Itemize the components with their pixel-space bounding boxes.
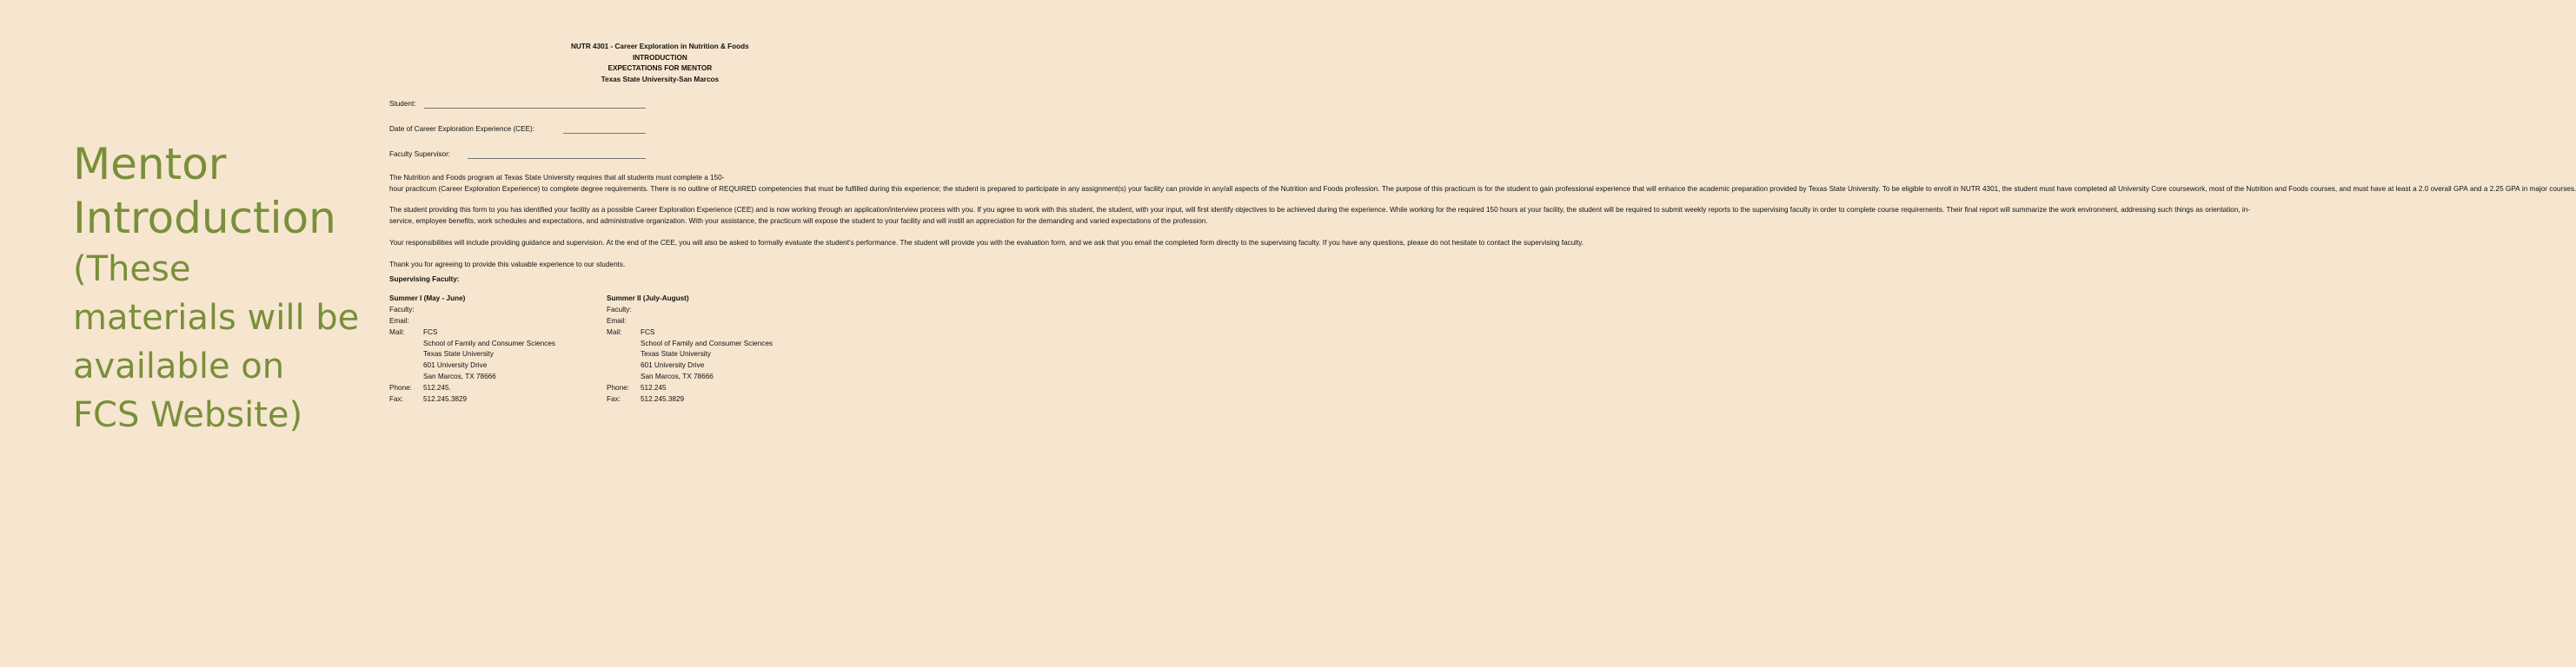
summer-1-phone: [389, 383, 607, 394]
summer-2-email: Email:: [607, 316, 627, 325]
summer-1-mail-line: School of Family and Consumer Sciences: [423, 339, 555, 347]
student-line: [424, 99, 646, 109]
contact-column-summer-1: [389, 294, 607, 405]
header-course: NUTR 4301 - Career Exploration in Nutrition & Foods: [571, 43, 751, 50]
contact-columns: [389, 294, 859, 405]
summer-2-mail-line: San Marcos, TX 78666: [641, 372, 714, 380]
summer-2-fax: [607, 394, 824, 406]
contact-column-summer-2: [607, 294, 824, 405]
title-note: (These materials will be available on FCS Website): [73, 249, 360, 435]
summer-2-faculty: Faculty:: [607, 306, 632, 314]
date-line: [563, 124, 646, 134]
summer-2-mail-label: Mail:: [607, 327, 622, 336]
header-introduction: INTRODUCTION: [632, 53, 690, 62]
faculty-supervisor-line: [468, 149, 646, 159]
summer-1-fax-value: 512.245.3829: [423, 394, 468, 403]
document-header: [389, 42, 859, 85]
summer-2-mail-line: Texas State University: [641, 350, 711, 359]
date-label: Date of Career Exploration Experience (CEE):: [389, 125, 535, 134]
slide-title: [73, 137, 360, 439]
paragraph-student: The student providing this form to you has identified your facility as a possible Career Exploration Experience (CEE) and is now working through an application/interview process with you. If you agree to work with this student, the student, with your input, will first identify objectives to be achieved during the experience. While working for the required 150 hours at your facility, the student will be required to submit weekly reports to the supervising faculty in order to complete course requirements. Their final report will summarize the work environment, addressing such things as orientation, in-service, employee benefits, work schedules and expectations, and administrative organization. With your assistance, the practicum will expose the student to your facility and will instill an appreciation for the demanding and varied expectations of the profession.: [389, 206, 2251, 226]
student-field: [389, 99, 859, 110]
summer-2-mail: [607, 327, 824, 339]
summer-2-phone-label: Phone:: [607, 383, 629, 392]
summer-2-phone: [607, 383, 824, 394]
summer-1-mail-line: San Marcos, TX 78666: [423, 372, 496, 380]
summer-2-mail-line: School of Family and Consumer Sciences: [641, 339, 773, 347]
header-expectations: EXPECTATIONS FOR MENTOR: [607, 64, 714, 73]
summer-1-mail-line: Texas State University: [423, 350, 494, 359]
summer-1-heading: Summer I (May - June): [389, 294, 466, 303]
summer-1-mail-label: Mail:: [389, 327, 405, 336]
summer-1-phone-value: 512.245.: [423, 383, 451, 392]
summer-1-faculty: Faculty:: [389, 306, 415, 314]
summer-2-mail-line: FCS: [641, 327, 655, 336]
title-line-mentor: Mentor: [73, 139, 227, 189]
faculty-supervisor-field: [389, 149, 859, 161]
summer-2-phone-value: 512.245: [641, 383, 667, 392]
summer-2-fax-value: 512.245.3829: [641, 394, 685, 403]
summer-1-phone-label: Phone:: [389, 383, 412, 392]
header-university: Texas State University-San Marcos: [601, 75, 721, 83]
date-field: [389, 124, 859, 135]
summer-2-fax-label: Fax:: [607, 394, 621, 403]
summer-1-fax: [389, 394, 607, 406]
summer-1-email: Email:: [389, 316, 409, 325]
summer-1-fax-label: Fax:: [389, 394, 403, 403]
paragraph-program: The Nutrition and Foods program at Texas State University requires that all students must complete a 150-hour practicum (Career Exploration Experience) to complete degree requirements. There is no outline of REQUIRED competencies that must be fulfilled during this experience; the student is prepared to participate in any assignment(s) your facility can provide in any/all aspects of the Nutrition and Foods profession. The purpose of this practicum is for the student to gain professional experience that will enhance the academic preparation provided by Texas State University. To be eligible to enroll in NUTR 4301, the student must have completed all University Core coursework, most of the Nutrition and Foods courses, and must have at least a 2.0 overall GPA and a 2.25 GPA in major courses.: [389, 173, 2576, 193]
student-label: Student:: [389, 100, 416, 109]
summer-2-mail-line: 601 University Drive: [641, 361, 705, 370]
title-line-introduction: Introduction: [73, 193, 336, 243]
faculty-supervisor-label: Faculty Supervisor:: [389, 149, 451, 158]
summer-1-mail-line: FCS: [423, 327, 438, 336]
summer-2-heading: Summer II (July-August): [607, 294, 689, 303]
summer-1-mail-line: 601 University Drive: [423, 361, 488, 370]
document-image: [389, 42, 2576, 405]
supervising-faculty-label: Supervising Faculty:: [389, 274, 460, 283]
summer-1-mail: [389, 327, 607, 339]
paragraph-responsibilities: Your responsibilities will include providing guidance and supervision. At the end of the CEE, you will also be asked to formally evaluate the student's performance. The student will provide you with the evaluation form, and we ask that you email the completed form directly to the supervising faculty. If you have any questions, please do not hesitate to contact the supervising faculty.: [389, 238, 1584, 247]
paragraph-thanks: Thank you for agreeing to provide this valuable experience to our students.: [389, 260, 626, 268]
